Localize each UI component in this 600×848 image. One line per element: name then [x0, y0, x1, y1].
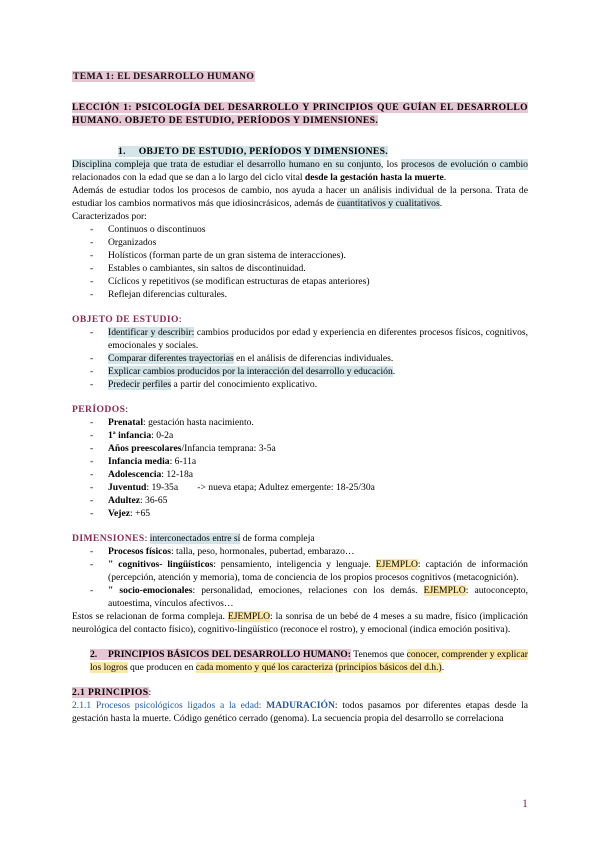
- intro-paragraph-3: Caracterizados por:: [72, 211, 147, 222]
- list-item: - Vejez: +65: [72, 507, 528, 520]
- document-body: [72, 70, 528, 725]
- section-2-title: PRINCIPIOS BÁSICOS DEL DESARROLLO HUMANO:: [108, 649, 351, 660]
- list-item: - Predecir perfiles a partir del conocimiento explicativo.: [72, 378, 528, 391]
- objeto-heading: OBJETO DE ESTUDIO: [72, 314, 179, 325]
- lesson-title: LECCIÓN 1: PSICOLOGÍA DEL DESARROLLO Y PRINCIPIOS QUE GUÍAN EL DESARROLLO HUMANO. OBJETO DE ESTUDIO, PERÍODOS Y DIMENSIONES.: [72, 102, 528, 126]
- objeto-list: [72, 326, 528, 391]
- list-item: - " cognitivos- lingüísticos: pensamiento, inteligencia y lenguaje. EJEMPLO: captación de información (percepción, atención y memoria), toma de conciencia de los propios procesos cognitivos (metacognición).: [72, 558, 528, 584]
- list-item: - Cíclicos y repetitivos (se modifican estructuras de etapas anteriores): [72, 275, 528, 288]
- list-item: - Infancia media: 6-11a: [72, 455, 528, 468]
- periodos-heading-line: PERÍODOS:: [72, 404, 128, 415]
- list-item: - Holísticos (forman parte de un gran sistema de interacciones).: [72, 249, 528, 262]
- principios-paragraph: 2.1.1 Procesos psicológicos ligados a la edad: MADURACIÓN: todos pasamos por diferentes etapas desde la gestación hasta la muerte. Código genético cerrado (genoma). La secuencia propia del desarrollo se correlaciona: [72, 700, 528, 724]
- lesson-title-block: [72, 101, 528, 127]
- list-item: - Comparar diferentes trayectorias en el análisis de diferencias individuales.: [72, 352, 528, 365]
- list-item: - Prenatal: gestación hasta nacimiento.: [72, 416, 528, 429]
- list-item: - 1ª infancia: 0-2a: [72, 429, 528, 442]
- intro-change-processes: procesos de evolución o cambio: [401, 159, 528, 170]
- section-2-paragraph: 2. PRINCIPIOS BÁSICOS DEL DESARROLLO HUMANO: Tenemos que conocer, comprender y explicar los logros que producen en cada momento y qué los caracteriza (principios básicos del d.h.).: [90, 649, 528, 673]
- characteristics-list: [72, 223, 528, 301]
- principios-heading: 2.1 PRINCIPIOS: [72, 687, 149, 698]
- objeto-heading-line: OBJETO DE ESTUDIO:: [72, 314, 182, 325]
- list-item: - Procesos físicos: talla, peso, hormonales, pubertad, embarazo…: [72, 545, 528, 558]
- intro-quant-qual: cuantitativos y cualitativos: [336, 198, 440, 209]
- intro-lifespan: desde la gestación hasta la muerte: [304, 172, 444, 183]
- list-item: - Reflejan diferencias culturales.: [72, 288, 528, 301]
- page-number: 1: [522, 796, 528, 810]
- intro-definition: Disciplina compleja que trata de estudiar el desarrollo humano en su conjunto: [72, 159, 381, 170]
- section-2-number: 2.: [90, 649, 98, 660]
- list-item: - Continuos o discontinuos: [72, 223, 528, 236]
- intro-paragraph-1: Disciplina compleja que trata de estudiar el desarrollo humano en su conjunto, los procesos de evolución o cambio relacionados con la edad que se dan a lo largo del ciclo vital desde la gestación hasta la muerte.: [72, 159, 528, 183]
- dimensiones-list: [72, 545, 528, 610]
- list-item: - Identificar y describir: cambios producidos por edad y experiencia en diferentes procesos físicos, cognitivos, emocionales y sociales.: [72, 326, 528, 352]
- periodos-list: [72, 416, 528, 520]
- list-item: - Explicar cambios producidos por la interacción del desarrollo y educación.: [72, 365, 528, 378]
- list-item: - Organizados: [72, 236, 528, 249]
- tema-title: TEMA 1: EL DESARROLLO HUMANO: [73, 71, 255, 82]
- dimensiones-closing: Estos se relacionan de forma compleja. EJEMPLO: la sonrisa de un bebé de 4 meses a su madre, físico (implicación neurológica del contacto físico), cognitivo-lingüístico (reconoce el rostro), y emocional (indica emoción positiva).: [72, 611, 528, 635]
- list-item: - Años preescolares/Infancia temprana: 3-5a: [72, 442, 528, 455]
- list-item: - Juventud: 19-35a -> nueva etapa; Adultez emergente: 18-25/30a: [72, 481, 528, 494]
- list-item: - " socio-emocionales: personalidad, emociones, relaciones con los demás. EJEMPLO: autoconcepto, autoestima, vínculos afectivos…: [72, 584, 528, 610]
- principios-heading-line: 2.1 PRINCIPIOS:: [72, 687, 152, 698]
- tema-title-line: [72, 70, 528, 83]
- section-1-heading: [72, 145, 528, 158]
- dimensiones-heading-line: DIMENSIONES: interconectados entre sí de forma compleja: [72, 533, 315, 544]
- list-item: - Adolescencia: 12-18a: [72, 468, 528, 481]
- intro-paragraph-2: Además de estudiar todos los procesos de cambio, nos ayuda a hacer un análisis individual de la persona. Trata de estudiar los cambios normativos más que idiosincrásicos, además de cuantitativos y cualitativos.: [72, 185, 528, 209]
- dimensiones-heading: DIMENSIONES: [72, 533, 145, 544]
- section-1-number: 1.: [118, 146, 126, 157]
- list-item: - Estables o cambiantes, sin saltos de discontinuidad.: [72, 262, 528, 275]
- list-item: - Adultez: 36-65: [72, 494, 528, 507]
- section-1-title: OBJETO DE ESTUDIO, PERÍODOS Y DIMENSIONES.: [138, 146, 388, 157]
- periodos-heading: PERÍODOS: [72, 404, 126, 415]
